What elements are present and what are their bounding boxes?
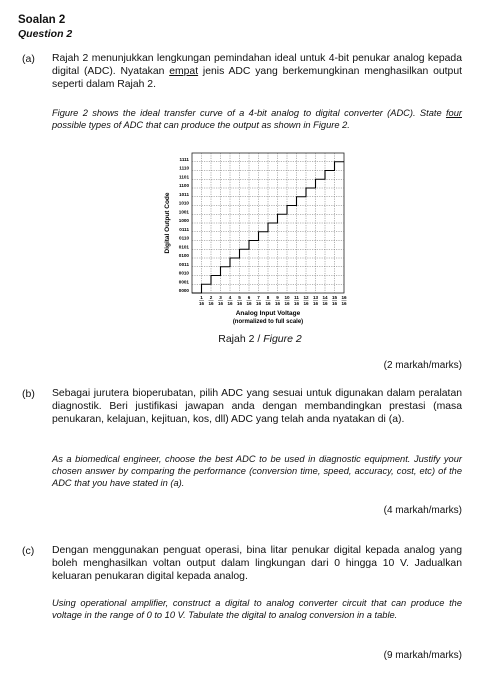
x-tick-numerator: 8	[266, 295, 270, 300]
question-subtitle: Question 2	[18, 28, 73, 40]
x-tick-denominator: 16	[246, 301, 252, 306]
figure-caption-english: Figure 2	[263, 333, 302, 345]
x-tick-numerator: 9	[276, 295, 279, 300]
part-b-malay-text: Sebagai jurutera bioperubatan, pilih ADC yang sesuai untuk digunakan dalam peralatan diagnostik. Beri justifikasi jawapan anda dengan membandingkan prestasi (masa penukaran, kelajuan, kejituan, kos, dll) ADC yang telah anda nyatakan di (a).	[52, 388, 462, 425]
x-tick-numerator: 13	[312, 295, 319, 300]
x-tick-numerator: 11	[294, 295, 299, 300]
x-tick-denominator: 16	[322, 301, 328, 306]
y-tick-label: 0101	[178, 244, 189, 250]
x-tick-numerator: 1	[200, 295, 203, 300]
x-tick-labels	[199, 295, 347, 306]
y-tick-label: 0001	[178, 279, 189, 285]
part-c-malay-text: Dengan menggunakan penguat operasi, bina litar penukar digital kepada analog yang boleh menghasilkan voltan output dalam lingkungan dari 0 hingga 10 V. Jadualkan keluaran penukaran digital kepada analog.	[52, 545, 462, 582]
x-tick-numerator: 16	[341, 295, 347, 300]
x-tick-denominator: 16	[312, 301, 319, 306]
x-tick-denominator: 16	[265, 301, 271, 306]
y-axis-label: Digital Output Code	[164, 192, 171, 254]
question-title: Soalan 2	[18, 14, 66, 26]
x-tick-label	[199, 295, 205, 306]
part-c-label: (c)	[22, 545, 35, 557]
part-b-english-text: As a biomedical engineer, choose the best ADC to be used in diagnostic equipment. Justify your chosen answer by comparing the performance (conversion time, speed, accuracy, cost, etc) of the ADC that you have stated in (a).	[52, 454, 462, 488]
y-tick-label: 1101	[179, 174, 189, 180]
x-tick-denominator: 16	[284, 301, 290, 306]
x-tick-label	[341, 295, 347, 306]
y-tick-label: 1110	[179, 165, 189, 171]
x-tick-denominator: 16	[303, 301, 309, 306]
x-tick-label	[265, 295, 271, 306]
x-tick-label	[332, 295, 338, 306]
x-tick-denominator: 16	[331, 301, 338, 306]
x-tick-label	[218, 295, 224, 306]
x-tick-numerator: 14	[322, 295, 328, 300]
part-a-malay-underlined: empat	[169, 66, 199, 77]
part-a-malay-after: jenis ADC yang berkemungkinan menghasilkan output seperti dalam Rajah 2.	[52, 66, 462, 90]
x-tick-denominator: 16	[217, 301, 224, 306]
x-tick-numerator: 12	[303, 295, 309, 300]
x-tick-numerator: 7	[257, 295, 260, 300]
part-a-malay-before: Rajah 2 menunjukkan lengkungan pemindahan ideal untuk 4-bit penukar analog kepada digital (ADC). Nyatakan	[52, 53, 462, 77]
y-tick-label: 0000	[178, 288, 189, 293]
x-tick-label	[208, 295, 214, 306]
x-tick-denominator: 16	[198, 301, 205, 306]
y-tick-label: 1100	[179, 183, 189, 188]
part-b-label: (b)	[22, 388, 35, 400]
x-tick-label	[256, 295, 262, 306]
y-tick-label: 0100	[178, 253, 189, 258]
x-tick-numerator: 2	[209, 295, 213, 300]
x-tick-label	[284, 295, 290, 306]
x-tick-label	[294, 295, 300, 306]
part-a-label: (a)	[22, 53, 35, 65]
figure-caption	[160, 333, 360, 345]
x-tick-label	[246, 295, 252, 306]
x-tick-numerator: 4	[228, 295, 232, 300]
part-a-malay-text	[52, 52, 462, 91]
x-tick-label	[227, 295, 233, 306]
y-tick-label: 1010	[178, 200, 189, 206]
y-tick-label: 1111	[179, 156, 189, 162]
x-tick-denominator: 16	[293, 301, 300, 306]
y-tick-label: 0111	[179, 226, 189, 232]
part-a-marks: (2 markah/marks)	[383, 360, 462, 371]
adc-transfer-curve-chart	[160, 145, 360, 330]
x-tick-denominator: 16	[255, 301, 262, 306]
y-tick-label: 1000	[178, 218, 189, 223]
x-tick-label	[237, 295, 243, 306]
y-tick-label: 1001	[178, 209, 189, 215]
x-tick-denominator: 16	[208, 301, 214, 306]
x-tick-denominator: 16	[227, 301, 233, 306]
y-tick-label: 1011	[179, 191, 189, 197]
part-a-english-text	[52, 107, 462, 131]
x-tick-label	[313, 295, 319, 306]
y-tick-label: 0110	[179, 235, 189, 241]
x-tick-denominator: 16	[236, 301, 243, 306]
x-tick-numerator: 6	[247, 295, 251, 300]
x-axis-label: Analog Input Voltage	[235, 310, 301, 317]
x-axis-label-note: (normalized to full scale)	[232, 319, 304, 325]
part-a-english-before: Figure 2 shows the ideal transfer curve of a 4-bit analog to digital converter (ADC). State	[52, 108, 446, 118]
part-c-english-text: Using operational amplifier, construct a digital to analog converter circuit that can produce the voltage in the range of 0 to 10 V. Tabulate the digital to analog conversion in a table.	[52, 598, 462, 620]
x-tick-label	[303, 295, 309, 306]
x-tick-numerator: 3	[219, 295, 222, 300]
x-tick-label	[322, 295, 328, 306]
x-tick-numerator: 5	[238, 295, 241, 300]
part-a-english-underlined: four	[445, 108, 462, 118]
x-tick-numerator: 10	[284, 295, 290, 300]
x-tick-denominator: 16	[274, 301, 281, 306]
x-tick-denominator: 16	[341, 301, 347, 306]
y-tick-labels	[179, 157, 190, 293]
x-tick-numerator: 15	[331, 295, 338, 300]
x-tick-label	[275, 295, 281, 306]
part-a-english-after: possible types of ADC that can produce the output as shown in Figure 2.	[52, 120, 350, 130]
figure-caption-malay: Rajah 2 /	[218, 333, 264, 345]
y-tick-label: 0010	[178, 270, 189, 276]
y-tick-label: 0011	[179, 261, 189, 267]
part-b-marks: (4 markah/marks)	[383, 505, 462, 516]
part-c-marks: (9 markah/marks)	[383, 650, 462, 661]
